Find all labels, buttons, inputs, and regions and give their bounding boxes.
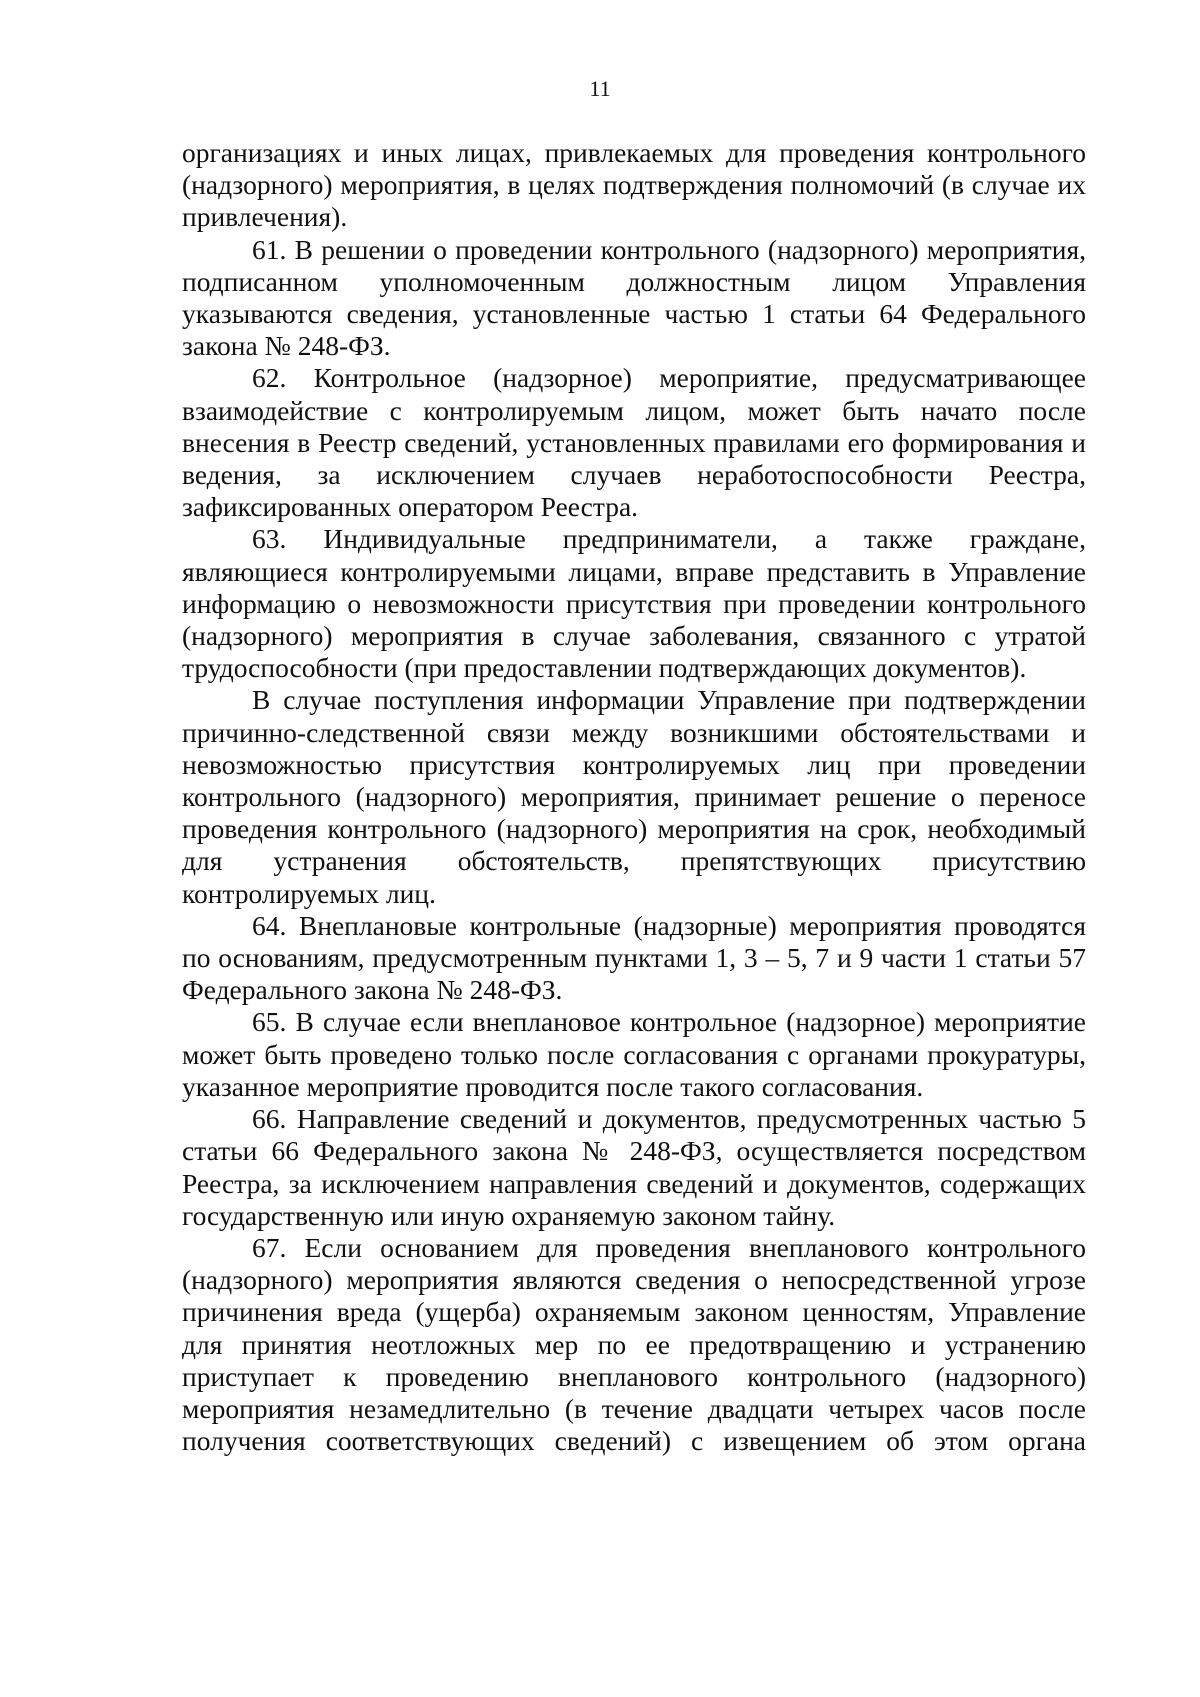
paragraph-63: 63. Индивидуальные предприниматели, а также граждане, являющиеся контролируемыми лицами, вправе представить в Управление информацию о невозможности присутствия при проведении контрольного (надзорного) мероприятия в случае заболевания, связанного с утратой трудоспособности (при предоставлении подтверждающих документов). [182,523,1086,684]
paragraph-65: 65. В случае если внеплановое контрольное (надзорное) мероприятие может быть проведено только после согласования с органами прокуратуры, указанное мероприятие проводится после такого согласования. [182,1006,1086,1102]
paragraph-66: 66. Направление сведений и документов, предусмотренных частью 5 статьи 66 Федерального закона № 248-ФЗ, осуществляется посредством Реестра, за исключением направления сведений и документов, содержащих государственную или иную охраняемую законом тайну. [182,1103,1086,1231]
document-body [182,137,1086,1457]
paragraph-63-continued: В случае поступления информации Управление при подтверждении причинно-следственной связи между возникшими обстоятельствами и невозможностью присутствия контролируемых лиц при проведении контрольного (надзорного) мероприятия, принимает решение о переносе проведения контрольного (надзорного) мероприятия на срок, необходимый для устранения обстоятельств, препятствующих присутствию контролируемых лиц. [182,684,1086,909]
page-number: 11 [589,76,611,101]
paragraph-64: 64. Внеплановые контрольные (надзорные) мероприятия проводятся по основаниям, предусмотренным пунктами 1, 3 – 5, 7 и 9 части 1 статьи 57 Федерального закона № 248-ФЗ. [182,909,1086,1006]
paragraph-67: 67. Если основанием для проведения внепланового контрольного (надзорного) мероприятия являются сведения о непосредственной угрозе причинения вреда (ущерба) охраняемым законом ценностям, Управление для принятия неотложных мер по ее предотвращению и устранению приступает к проведению внепланового контрольного (надзорного) мероприятия незамедлительно (в течение двадцати четырех часов после получения соответствующих сведений) с извещением об этом органа [182,1231,1086,1457]
paragraph-61: 61. В решении о проведении контрольного (надзорного) мероприятия, подписанном уполномоченным должностным лицом Управления указываются сведения, установленные частью 1 статьи 64 Федерального закона № 248-ФЗ. [182,233,1086,362]
paragraph-62: 62. Контрольное (надзорное) мероприятие, предусматривающее взаимодействие с контролируемым лицом, может быть начато после внесения в Реестр сведений, установленных правилами его формирования и ведения, за исключением случаев неработоспособности Реестра, зафиксированных оператором Реестра. [182,362,1086,523]
paragraph-continuation: организациях и иных лицах, привлекаемых для проведения контрольного (надзорного) мероприятия, в целях подтверждения полномочий (в случае их привлечения). [182,137,1086,233]
